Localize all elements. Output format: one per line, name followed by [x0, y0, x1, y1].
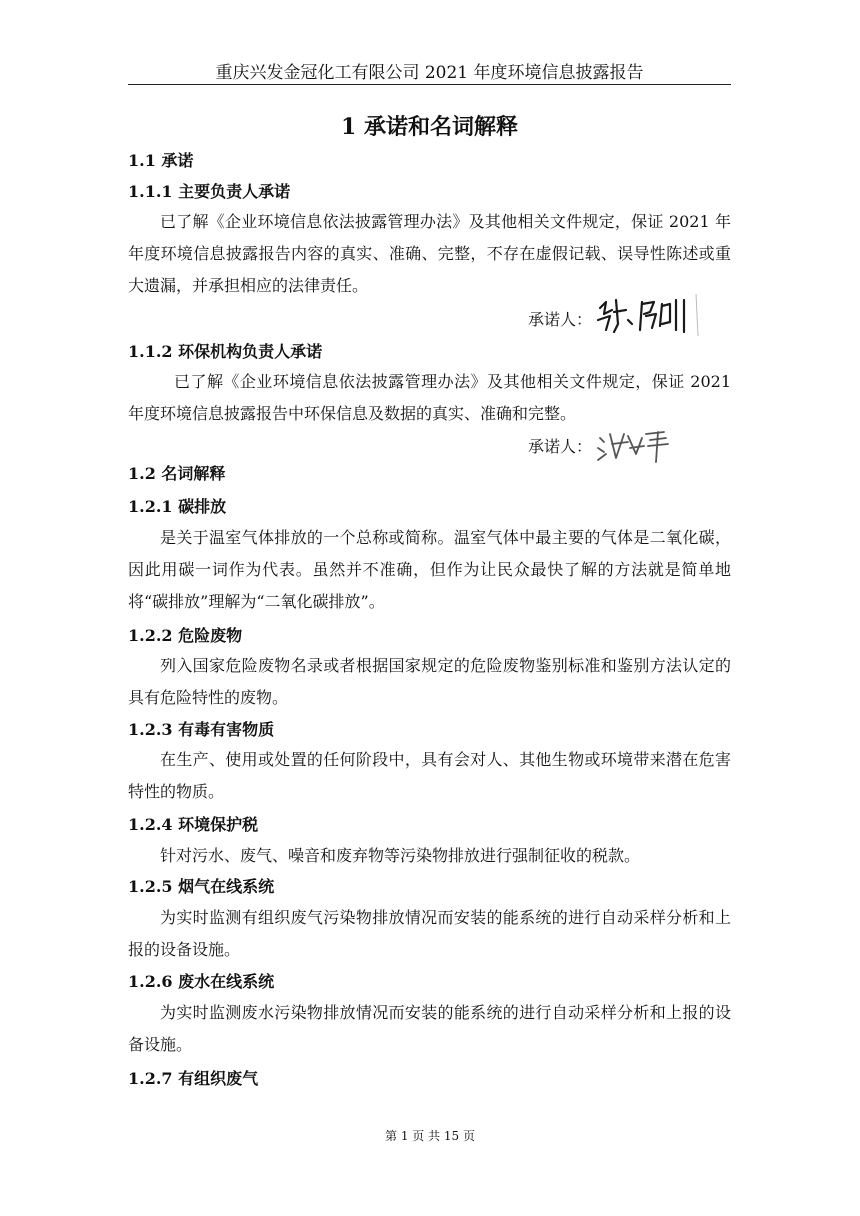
paragraph-1-2-2: 列入国家危险废物名录或者根据国家规定的危险废物鉴别标准和鉴别方法认定的具有危险特性的废物。	[128, 656, 731, 707]
signer-label-1: 承诺人：	[528, 310, 593, 329]
page-footer: 第 1 页 共 15 页	[385, 1129, 475, 1143]
paragraph-1-2-5: 为实时监测有组织废气污染物排放情况而安装的能系统的进行自动采样分析和上报的设备设施。	[128, 908, 731, 959]
paragraph-1-1-2: 已了解《企业环境信息依法披露管理办法》及其他相关文件规定，保证 2021 年度环境信息披露报告中环保信息及数据的真实、准确和完整。	[128, 372, 731, 423]
header-rule	[128, 84, 731, 85]
heading-1-2-2: 1.2.2 危险废物	[128, 626, 243, 645]
paragraph-1-2-6: 为实时监测废水污染物排放情况而安装的能系统的进行自动采样分析和上报的设备设施。	[128, 1003, 731, 1054]
page-header: 重庆兴发金冠化工有限公司 2021 年度环境信息披露报告	[215, 63, 644, 83]
paragraph-1-2-4: 针对污水、废气、噪音和废弃物等污染物排放进行强制征收的税款。	[160, 846, 641, 865]
paragraph-1-2-1: 是关于温室气体排放的一个总称或简称。温室气体中最主要的气体是二氧化碳，因此用碳一词作为代表。虽然并不准确，但作为让民众最快了解的方法就是简单地将“碳排放”理解为“二氧化碳排放”。	[128, 528, 731, 611]
heading-1-1-1: 1.1.1 主要负责人承诺	[128, 182, 291, 201]
paragraph-1-2-3: 在生产、使用或处置的任何阶段中，具有会对人、其他生物或环境带来潜在危害特性的物质。	[128, 750, 731, 801]
heading-1-2-1: 1.2.1 碳排放	[128, 497, 227, 516]
heading-1-2: 1.2 名词解释	[128, 464, 226, 483]
heading-1-2-6: 1.2.6 废水在线系统	[128, 972, 275, 991]
signer-label-2: 承诺人：	[528, 437, 593, 456]
paragraph-1-1-1: 已了解《企业环境信息依法披露管理办法》及其他相关文件规定，保证 2021 年年度环境信息披露报告内容的真实、准确、完整，不存在虚假记载、误导性陈述或重大遗漏，并承担相应的法律责任。	[128, 212, 731, 295]
heading-1-1-2: 1.1.2 环保机构负责人承诺	[128, 342, 323, 361]
page-title: 1 承诺和名词解释	[341, 114, 518, 140]
heading-1-2-4: 1.2.4 环境保护税	[128, 815, 259, 834]
heading-1-2-5: 1.2.5 烟气在线系统	[128, 877, 275, 896]
heading-1-2-7: 1.2.7 有组织废气	[128, 1069, 259, 1088]
signature-1-image	[592, 290, 704, 338]
signature-2-image	[594, 424, 674, 464]
heading-1-1: 1.1 承诺	[128, 151, 194, 170]
heading-1-2-3: 1.2.3 有毒有害物质	[128, 720, 275, 739]
